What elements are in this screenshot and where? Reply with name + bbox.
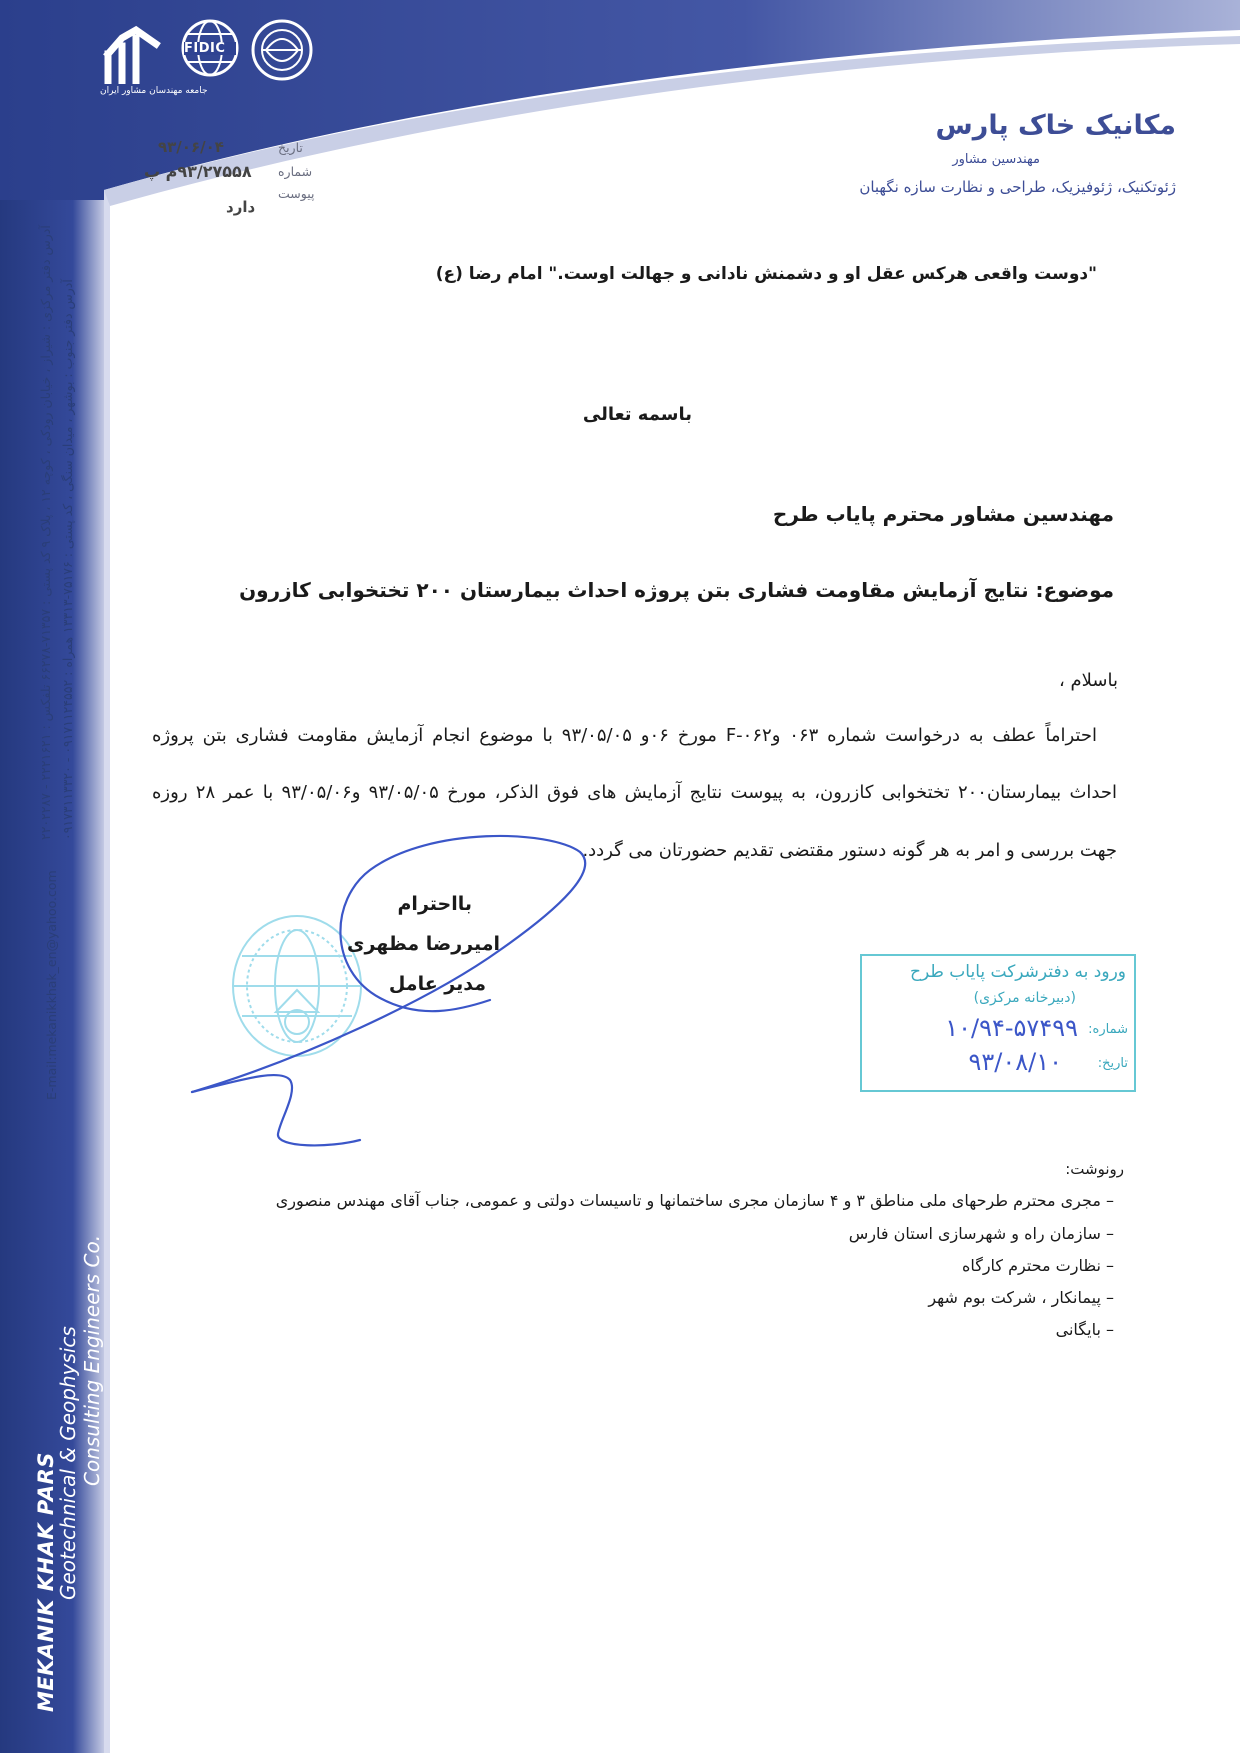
company-subtitle: مهندسین مشاور [952,152,1040,167]
sidebar-company-name: MEKANIK KHAK PARS [34,1452,58,1712]
signature-closing: بااحترام [397,893,472,915]
letter-meta [140,138,320,218]
body-line-2: احداث بیمارستان۲۰۰ تختخوابی کازرون، به پیوست نتایج آزمایش های فوق الذکر، مورخ ۹۳/۰۵/۰۵ و۹۳/۰۵/۰۶ با عمر ۲۸ روزه [152,782,1117,803]
assoc-caption: جامعه مهندسان مشاور ایران [100,86,208,96]
header-quote: "دوست واقعی هرکس عقل او و دشمنش نادانی و جهالت اوست." امام رضا (ع) [435,264,1097,284]
mkp-logo-icon [100,24,162,84]
contact-main-office: آدرس دفتر مرکزی : شیراز ، خیابان رودکی ، کوچه ۱۲ ، پلاک ۹ کد پستی : ۷۱۳۵۷-۶۶۲۷۸ تلفکس : ۲۲۲۱۶۲۱ - ۲۲۰۲۲۸۷ [38,225,53,840]
company-name: مکانیک خاک پارس [935,110,1176,141]
stamp-date-label: تاریخ: [1097,1056,1128,1071]
cc-label: رونوشت: [1065,1160,1124,1178]
stamp-line-1: ورود به دفترشرکت پایاب طرح [910,962,1126,982]
sidebar-tagline-1: Geotechnical & Geophysics [56,1326,80,1600]
body-line-3: جهت بررسی و امر به هر گونه دستور مقتضی تقدیم حضورتان می گردد. [582,840,1117,861]
stamp-date-value: ۹۳/۰۸/۱۰ [968,1048,1062,1076]
sidebar-tagline-2: Consulting Engineers Co. [80,1234,104,1486]
received-stamp [860,954,1136,1092]
stamp-number-label: شماره: [1088,1022,1128,1037]
signatory-title: مدیر عامل [388,973,486,995]
signatory-name: امیررضا مظهری [347,933,500,955]
subject-line: موضوع: نتایج آزمایش مقاومت فشاری بتن پروژه احداث بیمارستان ۲۰۰ تختخوابی کازرون [239,578,1114,602]
cc-item: – نظارت محترم کارگاه [961,1256,1114,1275]
contact-email: E-mail:mekanikkhak_en@yahoo.com [44,870,59,1100]
cc-item: – مجری محترم طرحهای ملی مناطق ۳ و ۴ سازمان مجری ساختمانها و تاسیسات دولتی و عمومی، جناب آقای مهندس منصوری [275,1191,1114,1210]
number-label: شماره [278,164,313,179]
bismillah: باسمه تعالی [582,404,692,425]
contact-south-office: آدرس دفتر جنوب : بوشهر ، میدان سنگی ، کد پستی : ۷۵۱۷۶-۱۳۳۱۳ همراه : ۰۹۱۷۱۱۲۴۵۵۲ - ۰۹۱۷۳۱۱۳۳۲۰ [60,279,75,840]
greeting: باسلام ، [1059,670,1118,691]
logos [100,18,320,98]
body-line-1: احتراماً عطف به درخواست شماره ۰۶۳ و۰۶۲-F مورخ ۰۶و ۹۳/۰۵/۰۵ با موضوع انجام آزمایش مقاومت فشاری بتن پروژه [152,725,1097,746]
fidic-label: FIDIC [184,41,226,56]
company-services: ژئوتکنیک، ژئوفیزیک، طراحی و نظارت سازه نگهبان [859,178,1176,196]
attachment-label: پیوست [278,186,315,201]
attachment-value: دارد [226,198,256,216]
cc-item: – بایگانی [1055,1320,1114,1339]
cc-item: – پیمانکار ، شرکت بوم شهر [928,1288,1114,1307]
number-value: ۹۳/۲۷۵۵۸م پ [144,162,252,181]
signature-scribble [180,830,620,1160]
stamp-line-2: (دبیرخانه مرکزی) [973,990,1076,1006]
addressee: مهندسین مشاور محترم پایاب طرح [772,502,1114,526]
engineering-society-seal-icon [250,18,314,82]
stamp-number-value: ۱۰/۹۴-۵۷۴۹۹ [945,1014,1078,1042]
cc-item: – سازمان راه و شهرسازی استان فارس [848,1224,1114,1243]
date-label: تاریخ [278,140,303,155]
date-value: ۹۳/۰۶/۰۴ [158,138,224,156]
